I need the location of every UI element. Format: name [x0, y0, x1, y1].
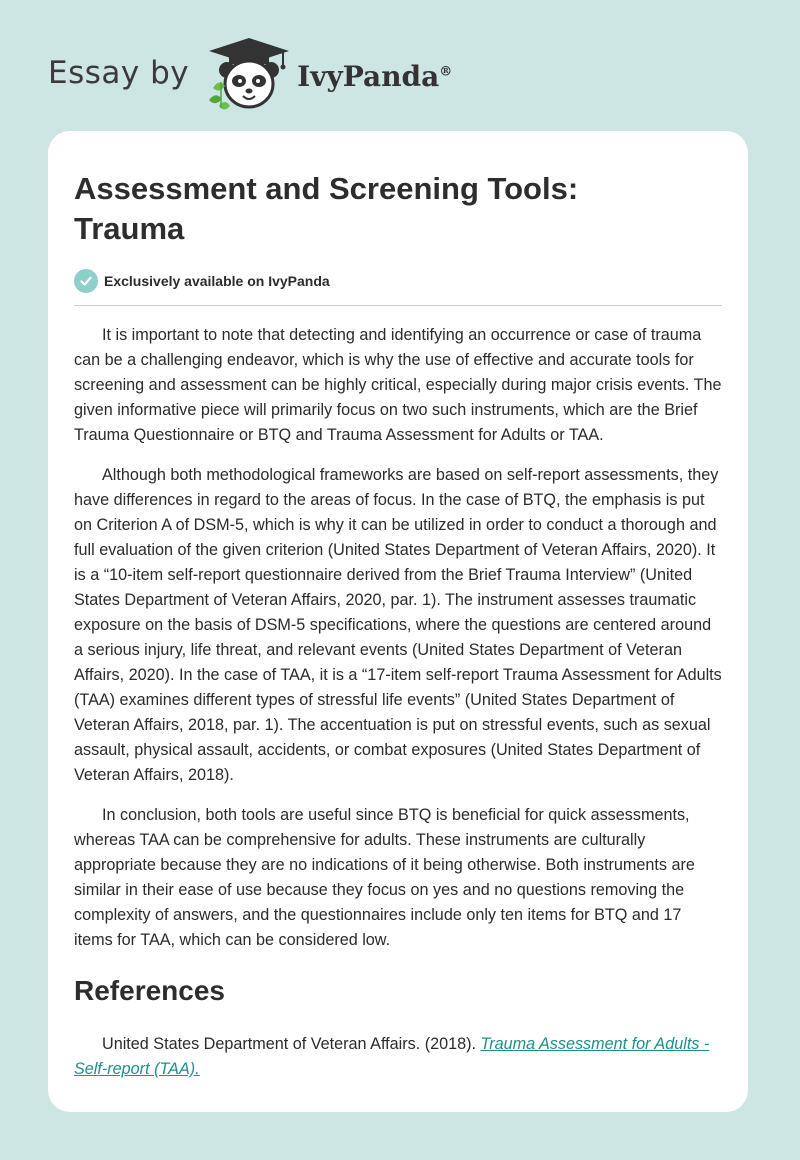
reference-item	[74, 1032, 724, 1082]
brand-name: IvyPanda®	[297, 59, 453, 93]
article-title: Assessment and Screening Tools: Trauma	[74, 171, 579, 246]
reference-link[interactable]: Trauma Assessment for Adults - Self-report (TAA).	[74, 1035, 710, 1078]
paragraph: In conclusion, both tools are useful since BTQ is beneficial for quick assessments, whereas TAA can be comprehensive for adults. These instruments are culturally appropriate because they are no indications of it being otherwise. Both instruments are similar in their ease of use because they focus on yes and no questions removing the complexity of answers, and the questionnaires include only ten items for BTQ and 17 items for TAA, which can be considered low.	[74, 806, 695, 949]
checkmark-icon	[74, 269, 98, 293]
essay-by-label: Essay by	[48, 55, 190, 91]
references-heading: References	[74, 975, 225, 1006]
badge-text: Exclusively available on IvyPanda	[104, 273, 330, 289]
site-header	[48, 36, 452, 110]
ivypanda-logo[interactable]	[203, 36, 452, 110]
exclusive-badge	[74, 269, 722, 293]
reference-text: United States Department of Veteran Affairs. (2018).	[102, 1035, 481, 1053]
article-body	[74, 323, 724, 953]
article-card	[48, 131, 748, 1112]
panda-graduate-logo-icon	[203, 36, 295, 110]
paragraph: Although both methodological frameworks are based on self-report assessments, they have differences in regard to the areas of focus. In the case of BTQ, the emphasis is put on Criterion A of DSM-5, which is why it can be utilized in order to conduct a thorough and full evaluation of the given criterion (United States Department of Veteran Affairs, 2020). It is a “10-item self-report questionnaire derived from the Brief Trauma Interview” (United States Department of Veteran Affairs, 2020, par. 1). The instrument assesses traumatic exposure on the basis of DSM-5 specifications, where the questions are centered around a serious injury, life threat, and relevant events (United States Department of Veteran Affairs, 2020). In the case of TAA, it is a “17-item self-report Trauma Assessment for Adults (TAA) examines different types of stressful life events” (United States Department of Veteran Affairs, 2018, par. 1). The accentuation is put on stressful events, such as sexual assault, physical assault, accidents, or combat exposures (United States Department of Veteran Affairs, 2018).	[74, 466, 722, 784]
paragraph: It is important to note that detecting and identifying an occurrence or case of trauma can be a challenging endeavor, which is why the use of effective and accurate tools for screening and assessment can be highly critical, especially during major crisis events. The given informative piece will primarily focus on two such instruments, which are the Brief Trauma Questionnaire or BTQ and Trauma Assessment for Adults or TAA.	[74, 326, 722, 444]
divider	[74, 305, 722, 306]
